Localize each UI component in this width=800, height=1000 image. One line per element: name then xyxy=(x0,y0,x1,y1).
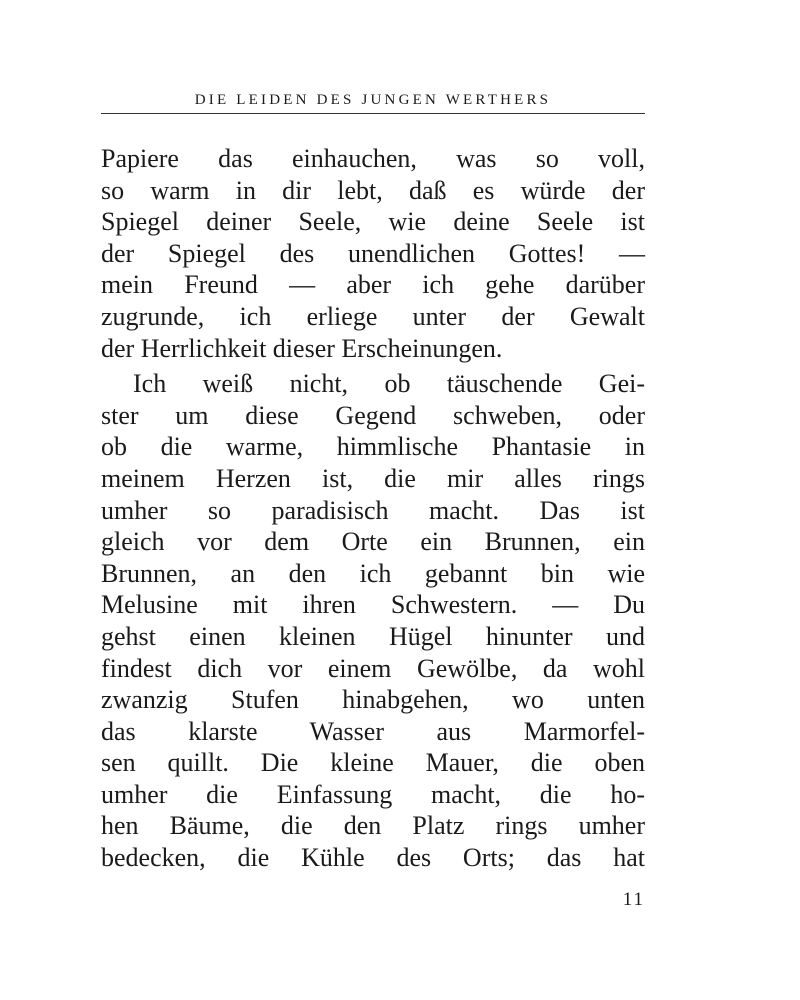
text-line: hen Bäume, die den Platz rings umher xyxy=(101,811,645,841)
text-line: bedecken, die Kühle des Orts; das hat xyxy=(101,843,645,873)
header-rule xyxy=(101,113,645,114)
text-line: Papiere das einhauchen, was so voll, xyxy=(101,144,645,173)
running-head: DIE LEIDEN DES JUNGEN WERTHERS xyxy=(194,92,552,108)
text-line: umher die Einfassung macht, die ho- xyxy=(101,779,645,809)
text-line: Brunnen, an den ich gebannt bin wie xyxy=(101,558,645,588)
text-line: Ich weiß nicht, ob täuschende Gei- xyxy=(133,369,645,399)
text-line: meinem Herzen ist, die mir alles rings xyxy=(101,463,645,493)
text-line: gleich vor dem Orte ein Brunnen, ein xyxy=(101,527,645,557)
text-line: mein Freund — aber ich gehe darüber xyxy=(101,270,645,300)
text-line: das klarste Wasser aus Marmorfel- xyxy=(101,716,645,746)
text-line: zwanzig Stufen hinabgehen, wo unten xyxy=(101,685,645,715)
page-number: 11 xyxy=(622,889,645,910)
text-line: Spiegel deiner Seele, wie deine Seele ist xyxy=(101,207,645,237)
paragraph xyxy=(101,143,645,364)
text-line: so warm in dir lebt, daß es würde der xyxy=(101,175,645,205)
text-line: der Spiegel des unendlichen Gottes! — xyxy=(101,238,645,268)
text-line: zugrunde, ich erliege unter der Gewalt xyxy=(101,301,645,331)
text-line: sen quillt. Die kleine Mauer, die oben xyxy=(101,748,645,778)
text-line: der Herrlichkeit dieser Erscheinungen. xyxy=(101,333,503,363)
text-line: umher so paradisisch macht. Das ist xyxy=(101,495,645,525)
paragraph xyxy=(101,368,645,874)
text-line: findest dich vor einem Gewölbe, da wohl xyxy=(101,653,645,683)
text-line: gehst einen kleinen Hügel hinunter und xyxy=(101,621,645,651)
text-line: ster um diese Gegend schweben, oder xyxy=(101,400,645,430)
body-text xyxy=(101,143,645,874)
text-line: ob die warme, himmlische Phantasie in xyxy=(101,432,645,462)
text-line: Melusine mit ihren Schwestern. — Du xyxy=(101,590,645,620)
